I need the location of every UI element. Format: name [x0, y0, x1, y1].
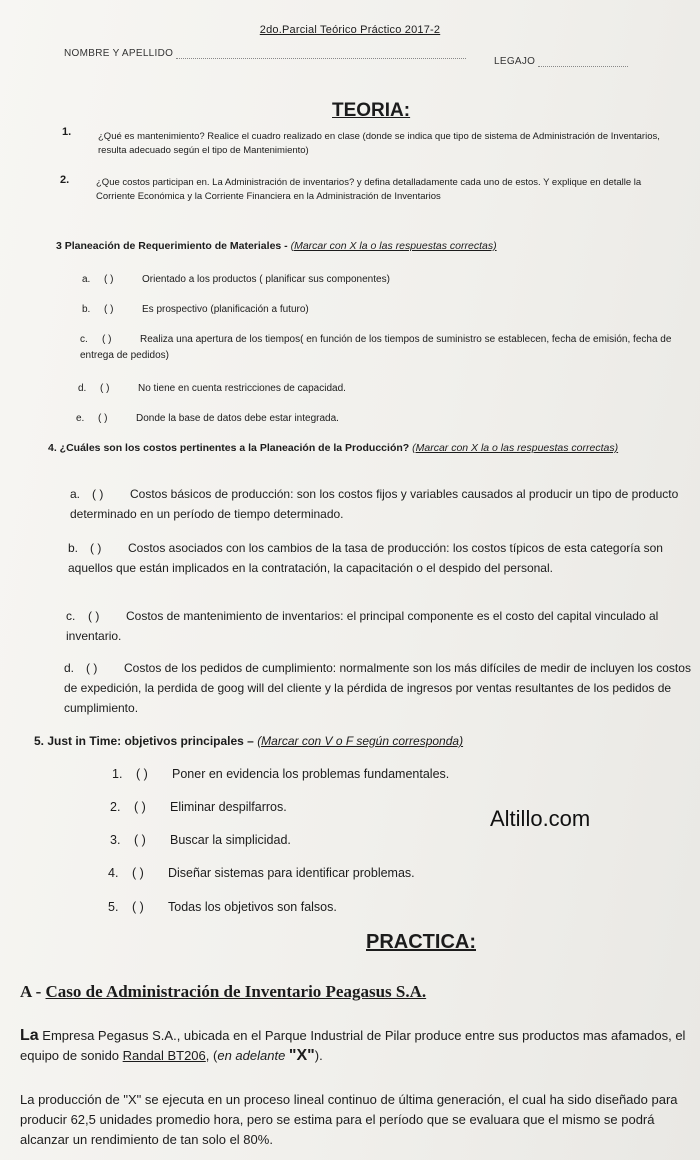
q4-heading: [48, 440, 696, 457]
case-title: [20, 982, 426, 1002]
checkbox[interactable]: ( ): [132, 866, 144, 880]
checkbox[interactable]: ( ): [86, 661, 98, 675]
q4-option-c: c. ( ) Costos de mantenimiento de inventarios: el principal componente es el costo del capital vinculado al inventario.: [66, 606, 696, 646]
q2-number: 2.: [60, 174, 70, 186]
name-label: NOMBRE Y APELLIDO: [64, 48, 174, 59]
q2-text: ¿Que costos participan en. La Administración de inventarios? y defina detalladamente cada uno de estos. Y explique en detalle la Corriente Económica y la Corriente Financiera en la Administración de Inventarios: [96, 177, 642, 202]
q5-heading: [34, 734, 463, 748]
q3-option-a: a. ( ) Orientado a los productos ( planificar sus componentes): [82, 274, 390, 285]
name-blank: [176, 58, 466, 59]
checkbox[interactable]: ( ): [132, 900, 144, 914]
name-field: [64, 48, 466, 59]
legajo-blank: [538, 66, 628, 67]
checkbox[interactable]: ( ): [104, 274, 114, 285]
checkbox[interactable]: ( ): [136, 767, 148, 781]
practica-title: PRACTICA:: [366, 931, 476, 953]
q5-heading-text: 5. Just in Time: objetivos principales –: [34, 734, 254, 748]
case-prefix: A -: [20, 982, 42, 1001]
q1-number: 1.: [62, 126, 72, 138]
checkbox[interactable]: ( ): [88, 609, 100, 623]
q3-heading-text: 3 Planeación de Requerimiento de Materiales -: [56, 240, 288, 252]
product-name: Randal BT206: [122, 1048, 206, 1063]
q1-text: ¿Qué es mantenimiento? Realice el cuadro realizado en clase (donde se indica que tipo de sistema de Administración de Inventarios, resulta adecuado según el tipo de Mantenimiento): [98, 131, 660, 156]
legajo-field: [494, 56, 628, 67]
q4-option-b: b. ( ) Costos asociados con los cambios de la tasa de producción: los costos típicos de esta categoría son aquellos que están implicados en la contratación, la capacitación o el despido del personal.: [68, 538, 696, 578]
paragraph-2: La producción de "X" se ejecuta en un proceso lineal continuo de última generación, el cual ha sido diseñado para producir 62,5 unidades promedio hora, pero se estima para el período que se evaluara que el mismo se podrá alcanzar un rendimiento de tan solo el 80%.: [20, 1092, 678, 1147]
checkbox[interactable]: ( ): [134, 833, 146, 847]
paragraph-1: La Empresa Pegasus S.A., ubicada en el Parque Industrial de Pilar produce entre sus productos mas afamados, el equipo de sonido Randal BT206, (en adelante "X").: [20, 1027, 686, 1064]
q3-option-b: b. ( ) Es prospectivo (planificación a futuro): [82, 304, 309, 315]
q3-option-c: c. ( ) Realiza una apertura de los tiempos( en función de los tiempos de suministro se establecen, fecha de emisión, fecha de entrega de pedidos): [80, 334, 672, 361]
q4-heading-text: 4. ¿Cuáles son los costos pertinentes a la Planeación de la Producción?: [48, 442, 410, 454]
checkbox[interactable]: ( ): [92, 487, 104, 501]
checkbox[interactable]: ( ): [100, 383, 110, 394]
q4-hint: (Marcar con X la o las respuestas correctas): [412, 442, 619, 454]
q5-item-3: 3. ( ) Buscar la simplicidad.: [110, 833, 291, 847]
q3-option-d: d. ( ) No tiene en cuenta restricciones de capacidad.: [78, 383, 346, 394]
q3-heading: [56, 240, 497, 252]
q3-option-e: e. ( ) Donde la base de datos debe estar integrada.: [76, 413, 339, 424]
checkbox[interactable]: ( ): [134, 800, 146, 814]
q5-item-5: 5. ( ) Todas los objetivos son falsos.: [108, 900, 337, 914]
checkbox[interactable]: ( ): [98, 413, 108, 424]
teoria-title: TEORIA:: [332, 100, 411, 121]
checkbox[interactable]: ( ): [104, 304, 114, 315]
legajo-label: LEGAJO: [494, 56, 536, 67]
q5-hint: (Marcar con V o F según corresponda): [257, 734, 464, 748]
exam-title: 2do.Parcial Teórico Práctico 2017-2: [259, 24, 441, 36]
q4-option-a: a. ( ) Costos básicos de producción: son los costos fijos y variables causados al producir un tipo de producto determinado en un período de tiempo determinado.: [70, 484, 696, 524]
checkbox[interactable]: ( ): [102, 334, 112, 345]
q5-item-1: 1. ( ) Poner en evidencia los problemas fundamentales.: [112, 767, 450, 781]
q3-hint: (Marcar con X la o las respuestas correctas): [290, 240, 497, 252]
checkbox[interactable]: ( ): [90, 541, 102, 555]
q5-item-4: 4. ( ) Diseñar sistemas para identificar problemas.: [108, 866, 415, 880]
watermark: Altillo.com: [490, 806, 591, 831]
case-title-text: Caso de Administración de Inventario Peagasus S.A.: [45, 982, 427, 1001]
q5-item-2: 2. ( ) Eliminar despilfarros.: [110, 800, 287, 814]
q4-option-d: d. ( ) Costos de los pedidos de cumplimiento: normalmente son los más difíciles de medir de incluyen los costos de expedición, la perdida de goog will del cliente y la pérdida de ingresos por ventas resultantes de los pedidos de cumplimiento.: [64, 658, 696, 718]
